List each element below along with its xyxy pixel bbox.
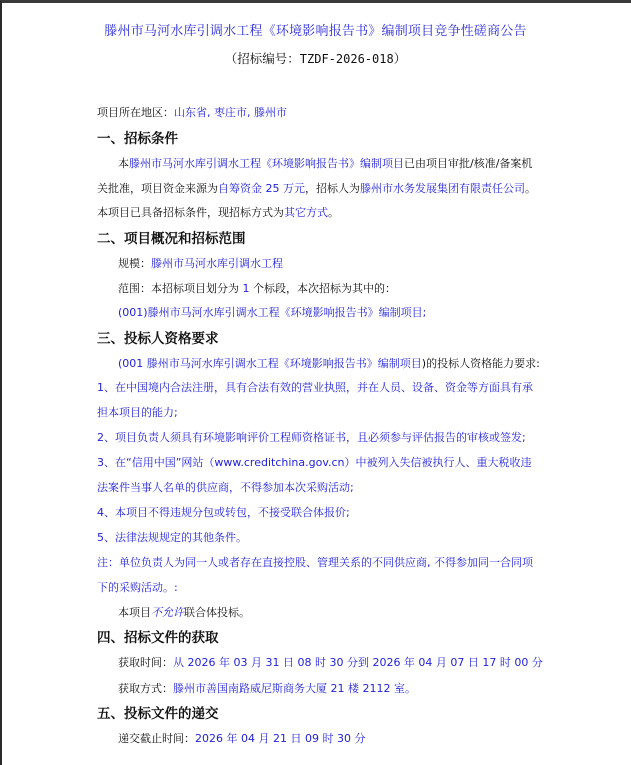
bid-number-line: [0, 49, 631, 67]
requirement-4: 4、本项目不得违规分包或转包，不接受联合体报价;: [97, 506, 350, 519]
text: 。: [525, 182, 536, 195]
qualification-intro: [118, 357, 540, 371]
text: 本: [118, 157, 129, 170]
scale-label: 规模：: [118, 257, 151, 270]
section-4-heading: 四、招标文件的获取: [97, 630, 219, 646]
requirement-2: 2、项目负责人须具有环境影响评价工程师资格证书，且必须参与评估报告的审核或签发;: [97, 431, 526, 444]
location-value: 山东省, 枣庄市, 滕州市: [174, 106, 287, 119]
requirement-1-line-1: 1、在中国境内合法注册，具有合法有效的营业执照，并在人员、设备、资金等方面具有承: [97, 381, 533, 394]
requirement-3-line-2: 法案件当事人名单的供应商，不得参加本次采购活动;: [97, 481, 354, 494]
section-5-heading: 五、投标文件的递交: [97, 706, 219, 722]
fund-source: 自筹资金 25 万元: [218, 182, 305, 195]
consortium-value: 不允许: [151, 606, 184, 619]
requirement-1-line-2: 担本项目的能力;: [97, 406, 178, 419]
note-line-2: 下的采购活动。:: [97, 581, 178, 594]
section-1-paragraph-line-3: [97, 206, 339, 220]
section-1-paragraph-line-2: [97, 182, 536, 196]
document-title: 滕州市马河水库引调水工程《环境影响报告书》编制项目竞争性磋商公告: [104, 24, 527, 39]
text: 关批准，项目资金来源为: [97, 182, 218, 195]
lot-count: 1: [242, 282, 250, 295]
method-value: 滕州市善国南路威尼斯商务大厦 21 楼 2112 室。: [173, 682, 416, 695]
project-name: 滕州市马河水库引调水工程《环境影响报告书》编制项目: [129, 157, 404, 170]
lot-item: (001)滕州市马河水库引调水工程《环境影响报告书》编制项目;: [118, 306, 427, 319]
text: 范围：本招标项目划分为: [118, 282, 243, 295]
document-acquisition-time: [118, 656, 543, 670]
text: 本项目: [118, 606, 151, 619]
document-acquisition-method: [118, 682, 416, 696]
submission-deadline: [118, 732, 365, 746]
project-scope: [118, 282, 396, 296]
requirement-3-line-1: 3、在“信用中国”网站（www.creditchina.gov.cn）中被列入失信被执行人、重大税收违: [97, 456, 532, 469]
requirement-5: 5、法律法规规定的其他条件。: [97, 531, 247, 544]
note-line-1: 注：单位负责人为同一人或者存在直接控股、管理关系的不同供应商, 不得参加同一合同项: [97, 556, 533, 569]
section-1-heading: 一、招标条件: [97, 131, 178, 147]
scale-value: 滕州市马河水库引调水工程: [151, 257, 283, 270]
section-3-heading: 三、投标人资格要求: [97, 331, 219, 347]
text: 本项目已具备招标条件，现招标方式为: [97, 206, 284, 219]
text: 已由项目审批/核准/备案机: [404, 157, 533, 170]
time-value: 从 2026 年 03 月 31 日 08 时 30 分到 2026 年 04 月 07 日 17 时 00 分: [173, 656, 543, 669]
project-scale: [118, 257, 283, 271]
bid-number-prefix: （招标编号：: [224, 51, 300, 66]
method-label: 获取方式：: [118, 682, 173, 695]
tenderer: 滕州市水务发展集团有限责任公司: [360, 182, 525, 195]
text: 个标段，本次招标为其中的：: [249, 282, 396, 295]
lot-reference: (001 滕州市马河水库引调水工程《环境影响报告书》编制项目: [118, 357, 422, 370]
deadline-label: 递交截止时间：: [118, 732, 195, 745]
section-2-heading: 二、项目概况和招标范围: [97, 231, 246, 247]
time-label: 获取时间：: [118, 656, 173, 669]
tender-method: 其它方式: [284, 206, 328, 219]
bid-number: TZDF-2026-018: [299, 52, 394, 66]
text: )的投标人资格能力要求:: [421, 357, 540, 370]
bid-number-suffix: ）: [393, 51, 407, 66]
text: 联合体投标。: [184, 606, 250, 619]
section-1-paragraph-line-1: [118, 157, 532, 171]
project-location: [97, 106, 287, 120]
location-label: 项目所在地区：: [97, 106, 174, 119]
deadline-value: 2026 年 04 月 21 日 09 时 30 分: [195, 732, 366, 745]
text: ，招标人为: [305, 182, 360, 195]
text: 。: [328, 206, 339, 219]
consortium-policy: [118, 606, 250, 620]
